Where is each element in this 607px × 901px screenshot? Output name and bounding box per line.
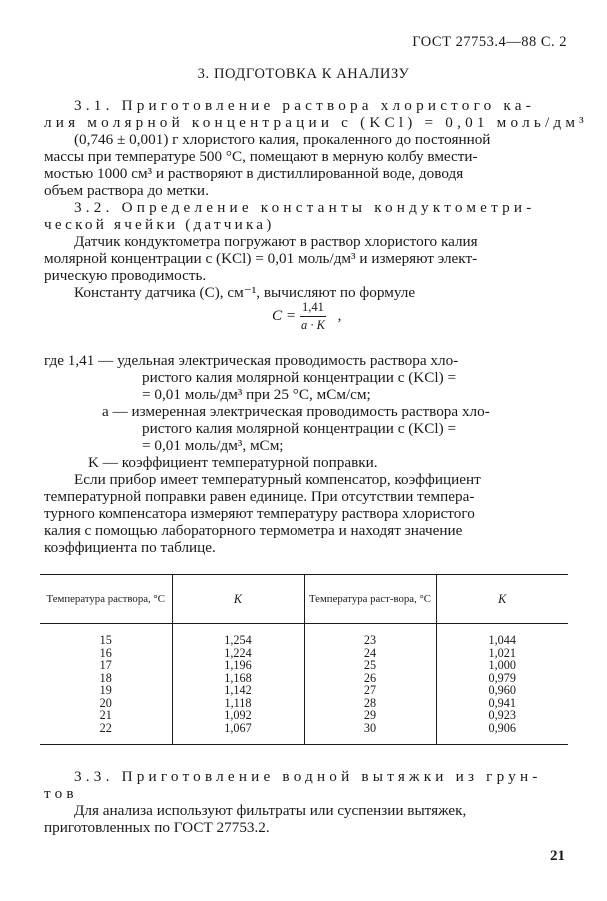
- cell-k1: 1,142: [172, 684, 304, 697]
- cell-k2: 0,906: [436, 722, 568, 739]
- cell-temp2: 28: [304, 697, 436, 710]
- para2-line4: молярной концентрации c (KCl) = 0,01 моль/дм³ и измеряют элект-: [44, 250, 478, 267]
- where-line2: ристого калия молярной концентрации c (KCl) =: [142, 369, 457, 386]
- header-k-2: K: [436, 575, 568, 624]
- cell-temp1: 15: [99, 633, 112, 647]
- cell-k2: 0,979: [436, 672, 568, 685]
- cell-temp1: 22: [99, 720, 112, 735]
- coefficient-table: [40, 574, 568, 745]
- cell-k1: 1,168: [172, 672, 304, 685]
- formula-numerator: 1,41: [300, 300, 326, 317]
- cell-k1: 1,118: [172, 697, 304, 710]
- formula-comma: ,: [337, 306, 342, 324]
- para3-line4: калия с помощью лабораторного термометра и находят значение: [44, 522, 463, 539]
- formula-fraction: [300, 300, 326, 333]
- cell-temp2: 30: [304, 722, 436, 739]
- page-number: 21: [550, 848, 565, 864]
- cell-k1: 1,092: [172, 709, 304, 722]
- cell-temp1: 21: [99, 708, 112, 722]
- table-row: [40, 709, 568, 722]
- para2-line2: ческой ячейки (датчика): [44, 216, 275, 233]
- para2-line6: Константу датчика (С), см⁻¹, вычисляют по формуле: [74, 284, 416, 301]
- para2-line5: рическую проводимость.: [44, 267, 207, 284]
- formula-lhs: C =: [272, 306, 297, 324]
- cell-temp2: 25: [304, 659, 436, 672]
- para1-line2: лия молярной концентрации c (KCl) = 0,01 моль/дм³: [44, 114, 588, 131]
- para1-line5: мостью 1000 см³ и растворяют в дистиллированной воде, доводя: [44, 165, 464, 182]
- where-line6: = 0,01 моль/дм³, мСм;: [142, 437, 284, 454]
- cell-temp2: 23: [304, 624, 436, 647]
- para2-line1: 3.2. Определение константы кондуктометри-: [74, 199, 536, 216]
- para3-line2: температурной поправки равен единице. При отсутствии темпера-: [44, 488, 475, 505]
- cell-k2: 0,960: [436, 684, 568, 697]
- para3-line5: коэффициента по таблице.: [44, 539, 216, 556]
- table-row: [40, 624, 568, 647]
- para4-line3: Для анализа используют фильтраты или суспензии вытяжек,: [74, 802, 467, 819]
- para3-line1: Если прибор имеет температурный компенсатор, коэффициент: [74, 471, 481, 488]
- where-line4: a — измеренная электрическая проводимость раствора хло-: [102, 403, 490, 420]
- document-header: ГОСТ 27753.4—88 С. 2: [412, 34, 567, 50]
- cell-k1: 1,067: [172, 722, 304, 739]
- cell-k2: 1,000: [436, 659, 568, 672]
- header-temperature-1: Температура раствора, °С: [40, 575, 172, 624]
- table-header-row: [40, 575, 568, 624]
- para1-line4: массы при температуре 500 °С, помещают в мерную колбу вмести-: [44, 148, 478, 165]
- table-row: [40, 722, 568, 739]
- para3-line3: турного компенсатора измеряют температуру раствора хлористого: [44, 505, 475, 522]
- cell-k1: 1,224: [172, 647, 304, 660]
- cell-temp2: 26: [304, 672, 436, 685]
- section-title: 3. ПОДГОТОВКА К АНАЛИЗУ: [197, 66, 410, 82]
- cell-temp2: 24: [304, 647, 436, 660]
- cell-temp1: 19: [99, 683, 112, 697]
- formula-denominator: a · K: [300, 318, 325, 332]
- cell-temp1: 16: [99, 645, 112, 660]
- cell-temp1: 20: [99, 695, 112, 710]
- cell-k1: 1,254: [172, 624, 304, 647]
- where-line1: где 1,41 — удельная электрическая проводимость раствора хло-: [44, 352, 459, 369]
- formula: [272, 300, 341, 333]
- table-bottom-rule: [40, 738, 568, 745]
- table-row: [40, 659, 568, 672]
- cell-temp2: 29: [304, 709, 436, 722]
- cell-k2: 0,941: [436, 697, 568, 710]
- where-line3: = 0,01 моль/дм³ при 25 °С, мСм/см;: [142, 386, 371, 403]
- cell-k2: 1,021: [436, 647, 568, 660]
- para4-line2: тов: [44, 785, 78, 802]
- para1-line6: объем раствора до метки.: [44, 182, 209, 199]
- cell-k2: 1,044: [436, 624, 568, 647]
- cell-temp1: 18: [99, 670, 112, 685]
- para1-line1: 3.1. Приготовление раствора хлористого ка-: [74, 97, 535, 114]
- where-line5: ристого калия молярной концентрации c (KCl) =: [142, 420, 457, 437]
- para4-line4: приготовленных по ГОСТ 27753.2.: [44, 819, 270, 836]
- para1-line3: (0,746 ± 0,001) г хлористого калия, прокаленного до постоянной: [74, 131, 491, 148]
- table-row: [40, 684, 568, 697]
- cell-temp2: 27: [304, 684, 436, 697]
- header-k-1: K: [172, 575, 304, 624]
- cell-k2: 0,923: [436, 709, 568, 722]
- para4-line1: 3.3. Приготовление водной вытяжки из грун-: [74, 768, 542, 785]
- header-temperature-2: Температура раст-вора, °С: [304, 575, 436, 624]
- where-line7: K — коэффициент температурной поправки.: [88, 454, 378, 471]
- cell-temp1: 17: [99, 658, 112, 672]
- cell-k1: 1,196: [172, 659, 304, 672]
- para2-line3: Датчик кондуктометра погружают в раствор хлористого калия: [74, 233, 478, 250]
